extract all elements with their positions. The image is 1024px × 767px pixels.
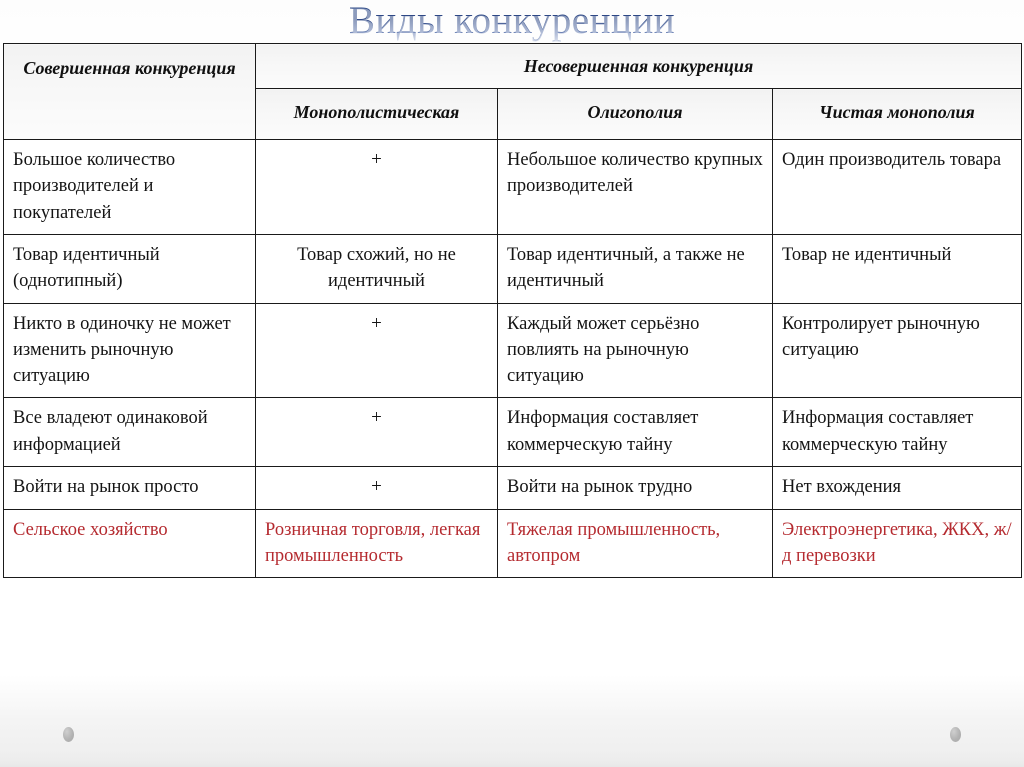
cell-text: +: [371, 475, 382, 497]
cell-text: Один производитель товара: [782, 150, 1002, 171]
table-body: [4, 44, 1022, 578]
cell-monopolistic: [256, 140, 498, 235]
header-cell-oligopoly: [498, 89, 773, 140]
decorative-dot-right-icon: [950, 727, 961, 742]
page-title: Виды конкуренции: [348, 0, 676, 42]
cell-text: Все владеют одинаковой информацией: [13, 408, 208, 455]
title-area: [0, 0, 1024, 42]
table-row: [4, 398, 1022, 467]
header-label-monopolistic: Монополистическая: [293, 102, 460, 123]
cell-text: Никто в одиночку не может изменить рыночную ситуацию: [13, 313, 231, 387]
cell-text: Большое количество производителей и покупателей: [13, 150, 176, 223]
cell-text: Войти на рынок трудно: [507, 476, 693, 497]
cell-text: Электроэнергетика, ЖКХ, ж/д перевозки: [782, 519, 1012, 567]
header-label-perfect-competition: Совершенная конкуренция: [23, 58, 236, 78]
cell-text: +: [371, 407, 382, 429]
cell-text: Розничная торговля, легкая промышленность: [265, 519, 481, 567]
cell-perfect-competition: [4, 140, 256, 235]
table-row-highlighted: [4, 509, 1022, 578]
cell-text: Информация составляет коммерческую тайну: [782, 408, 974, 455]
cell-oligopoly: [498, 303, 773, 398]
table-row: [4, 140, 1022, 235]
cell-monopolistic: [256, 234, 498, 303]
cell-pure-monopoly: [773, 509, 1022, 578]
bottom-gradient-band: [0, 751, 1024, 767]
cell-text: Небольшое количество крупных производителей: [507, 150, 763, 197]
cell-text: Контролирует рыночную ситуацию: [782, 313, 980, 360]
cell-text: Нет вхождения: [782, 476, 902, 497]
cell-text: +: [371, 149, 382, 171]
header-cell-perfect-competition: [4, 44, 256, 140]
cell-perfect-competition: [4, 509, 256, 578]
table-row: [4, 303, 1022, 398]
table-header-row-1: [4, 44, 1022, 89]
cell-text: Сельское хозяйство: [13, 519, 168, 540]
cell-pure-monopoly: [773, 140, 1022, 235]
cell-oligopoly: [498, 234, 773, 303]
header-label-oligopoly: Олигополия: [587, 102, 683, 123]
cell-perfect-competition: [4, 303, 256, 398]
header-cell-imperfect-competition-group: [256, 44, 1022, 89]
cell-text: Товар схожий, но не идентичный: [297, 244, 456, 292]
cell-monopolistic: [256, 303, 498, 398]
cell-text: Тяжелая промышленность, автопром: [507, 519, 721, 567]
cell-text: Информация составляет коммерческую тайну: [507, 408, 699, 455]
header-label-pure-monopoly: Чистая монополия: [819, 102, 975, 123]
cell-pure-monopoly: [773, 466, 1022, 509]
cell-oligopoly: [498, 398, 773, 467]
cell-text: Товар не идентичный: [782, 244, 952, 265]
header-label-imperfect-competition: Несовершенная конкуренция: [523, 56, 754, 76]
table-row: [4, 234, 1022, 303]
cell-text: +: [371, 312, 382, 334]
cell-text: Каждый может серьёзно повлиять на рыночную ситуацию: [507, 313, 700, 387]
cell-perfect-competition: [4, 466, 256, 509]
cell-monopolistic: [256, 509, 498, 578]
header-cell-monopolistic: [256, 89, 498, 140]
header-cell-pure-monopoly: [773, 89, 1022, 140]
cell-oligopoly: [498, 466, 773, 509]
cell-pure-monopoly: [773, 234, 1022, 303]
cell-oligopoly: [498, 509, 773, 578]
competition-types-table: [3, 43, 1022, 578]
cell-monopolistic: [256, 398, 498, 467]
cell-perfect-competition: [4, 234, 256, 303]
cell-text: Товар идентичный (однотипный): [13, 244, 160, 292]
cell-monopolistic: [256, 466, 498, 509]
decorative-dot-left-icon: [63, 727, 74, 742]
cell-pure-monopoly: [773, 303, 1022, 398]
cell-perfect-competition: [4, 398, 256, 467]
cell-pure-monopoly: [773, 398, 1022, 467]
cell-text: Войти на рынок просто: [13, 476, 199, 497]
cell-text: Товар идентичный, а также не идентичный: [507, 244, 745, 292]
cell-oligopoly: [498, 140, 773, 235]
table-row: [4, 466, 1022, 509]
